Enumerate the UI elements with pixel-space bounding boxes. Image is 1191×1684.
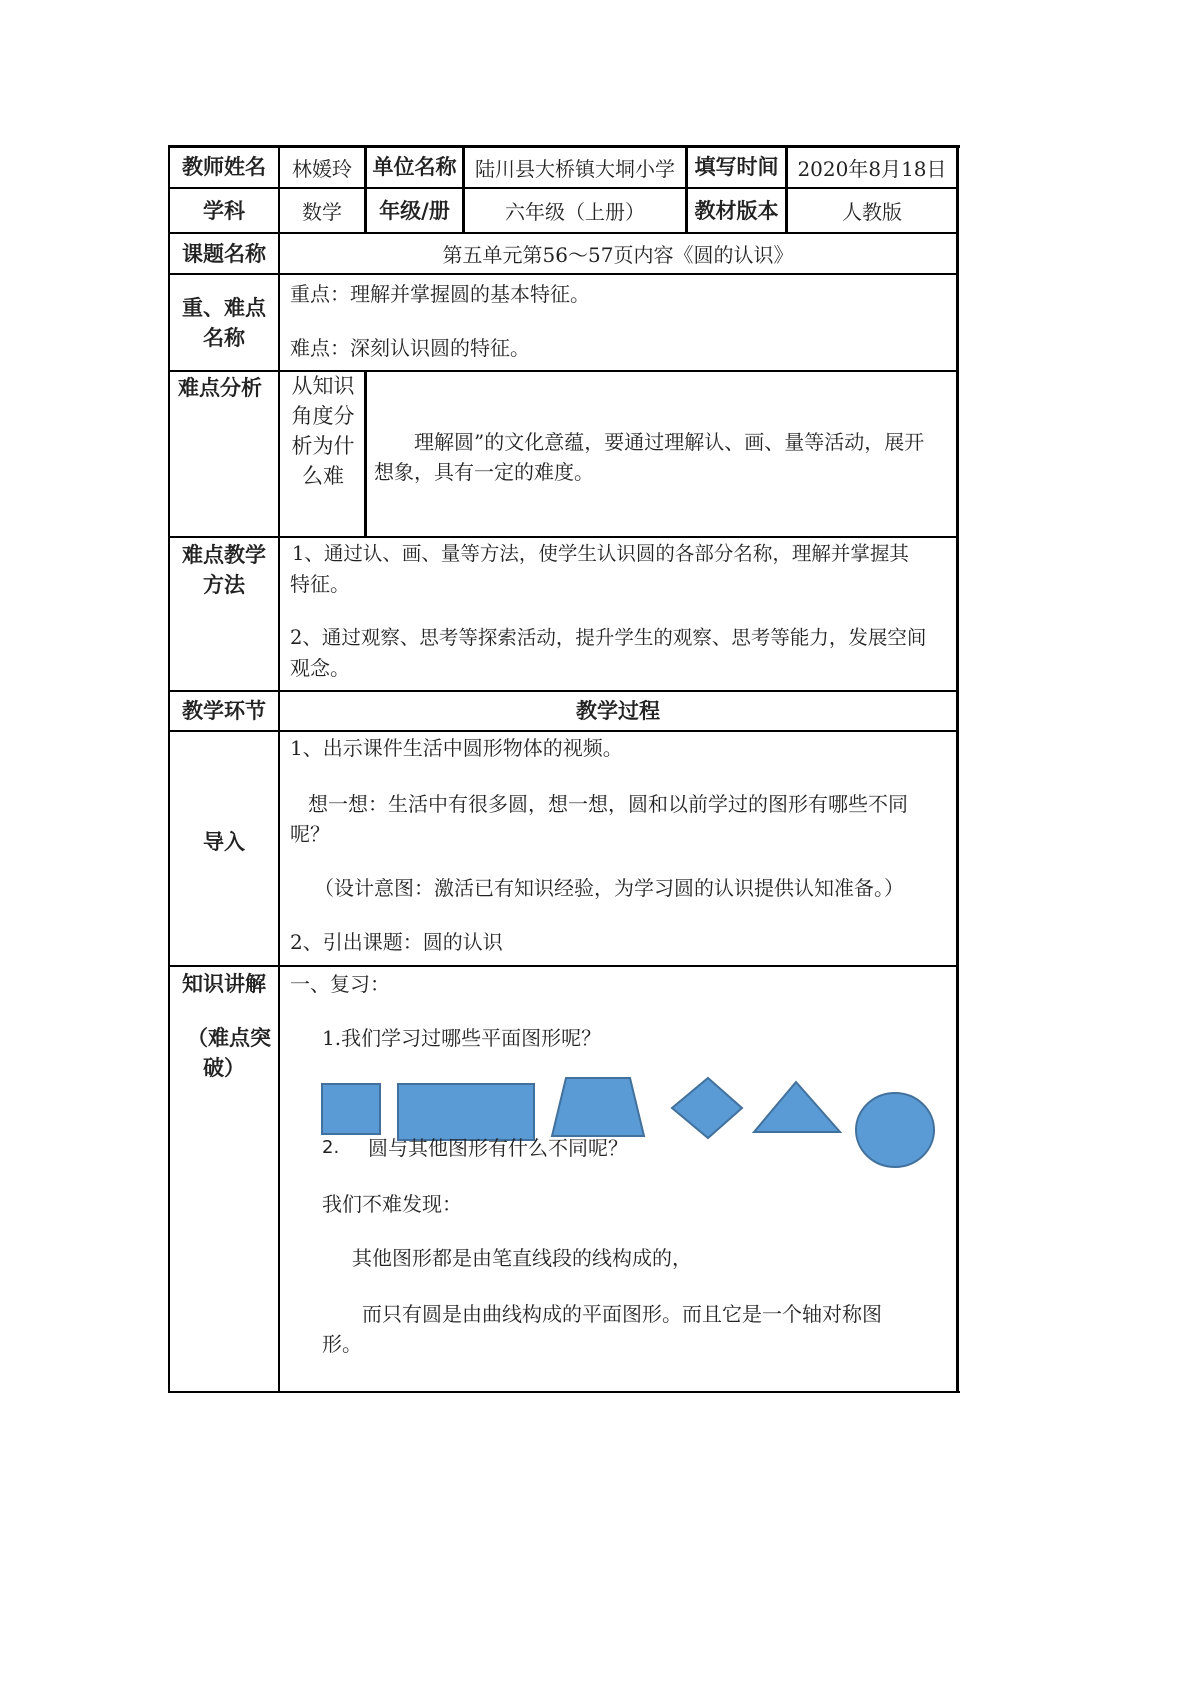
- topic-label: 课题名称: [182, 241, 266, 266]
- knowledge-text: 其他图形都是由笔直线段的线构成的，: [352, 1246, 692, 1270]
- process-title: 教学过程: [576, 699, 660, 723]
- knowledge-text: 圆与其他图形有什么不同呢？: [368, 1136, 628, 1160]
- edition-value: 人教版: [842, 200, 902, 224]
- col-divider: [364, 370, 367, 538]
- process-label: 教学环节: [182, 699, 266, 723]
- intro-text: 2、引出课题：圆的认识: [290, 930, 503, 954]
- date-value: 2020年8月18日: [797, 156, 947, 181]
- grade-label: 年级/册: [379, 198, 450, 223]
- date-label: 填写时间: [694, 155, 779, 179]
- intro-text: （设计意图：激活已有知识经验，为学习圆的认识提供认知准备。）: [314, 876, 904, 900]
- row-divider: [168, 273, 959, 275]
- trapezoid-shape: [552, 1078, 644, 1136]
- method-text: 特征。: [290, 572, 350, 596]
- key-point-text: 重点：理解并掌握圆的基本特征。: [290, 282, 590, 306]
- analysis-label: 难点分析: [178, 376, 262, 400]
- square-shape: [322, 1084, 380, 1134]
- analysis-text: 想象，具有一定的难度。: [374, 460, 594, 484]
- method-label-line: 难点教学: [182, 543, 266, 567]
- circle-shape: [856, 1093, 934, 1167]
- grade-value: 六年级（上册）: [505, 200, 645, 224]
- subject-value: 数学: [302, 200, 342, 224]
- method-text: 1、通过认、画、量等方法，使学生认识圆的各部分名称，理解并掌握其: [292, 542, 909, 565]
- knowledge-text: 1.我们学习过哪些平面图形呢？: [322, 1026, 602, 1050]
- method-text: 观念。: [290, 656, 350, 680]
- unit-name: 陆川县大桥镇大垌小学: [475, 156, 675, 181]
- knowledge-text: 形。: [322, 1332, 362, 1356]
- intro-text: 1、出示课件生活中圆形物体的视频。: [290, 736, 623, 760]
- row-divider: [168, 965, 959, 967]
- intro-label: 导入: [203, 830, 245, 854]
- key-points-label: [170, 275, 278, 370]
- unit-label: 单位名称: [372, 155, 457, 179]
- difficult-point-text: 难点：深刻认识圆的特征。: [290, 336, 530, 360]
- analysis-sub-line: 么难: [302, 464, 344, 488]
- analysis-sub-line: 角度分: [291, 404, 355, 428]
- table-border-right: [956, 145, 959, 1393]
- teacher-name: 林媛玲: [292, 156, 352, 181]
- method-label-line: 方法: [203, 573, 245, 597]
- rhombus-shape: [672, 1078, 742, 1138]
- intro-text: 呢？: [290, 822, 330, 846]
- analysis-sub-line: 从知识: [291, 374, 355, 398]
- subject-label: 学科: [203, 198, 245, 223]
- analysis-sub-line: 析为什: [291, 434, 355, 458]
- knowledge-text: 2.: [322, 1137, 340, 1158]
- teacher-label: 教师姓名: [182, 155, 266, 179]
- key-points-label-line: 名称: [203, 325, 245, 350]
- method-text: 2、通过观察、思考等探索活动，提升学生的观察、思考等能力，发展空间: [290, 626, 927, 649]
- method-label: [170, 538, 278, 602]
- table-border-bottom: [168, 1391, 960, 1393]
- knowledge-text: 我们不难发现：: [322, 1192, 462, 1216]
- knowledge-sublabel: 破）: [203, 1056, 245, 1080]
- intro-text: 想一想：生活中有很多圆，想一想，圆和以前学过的图形有哪些不同: [308, 792, 908, 816]
- triangle-shape: [754, 1082, 840, 1132]
- knowledge-label: 知识讲解: [182, 972, 266, 996]
- knowledge-text: 而只有圆是由曲线构成的平面图形。而且它是一个轴对称图: [362, 1302, 882, 1326]
- edition-label: 教材版本: [694, 198, 779, 223]
- analysis-sub-label: [282, 372, 364, 490]
- knowledge-text: 一、复习：: [290, 972, 390, 996]
- table-col-divider: [278, 145, 280, 1393]
- analysis-text: 理解圆”的文化意蕴，要通过理解认、画、量等活动，展开: [414, 430, 925, 454]
- topic-value: 第五单元第56～57页内容《圆的认识》: [442, 243, 794, 267]
- knowledge-sublabel: （难点突: [187, 1026, 271, 1050]
- key-points-label-line: 重、难点: [182, 295, 266, 320]
